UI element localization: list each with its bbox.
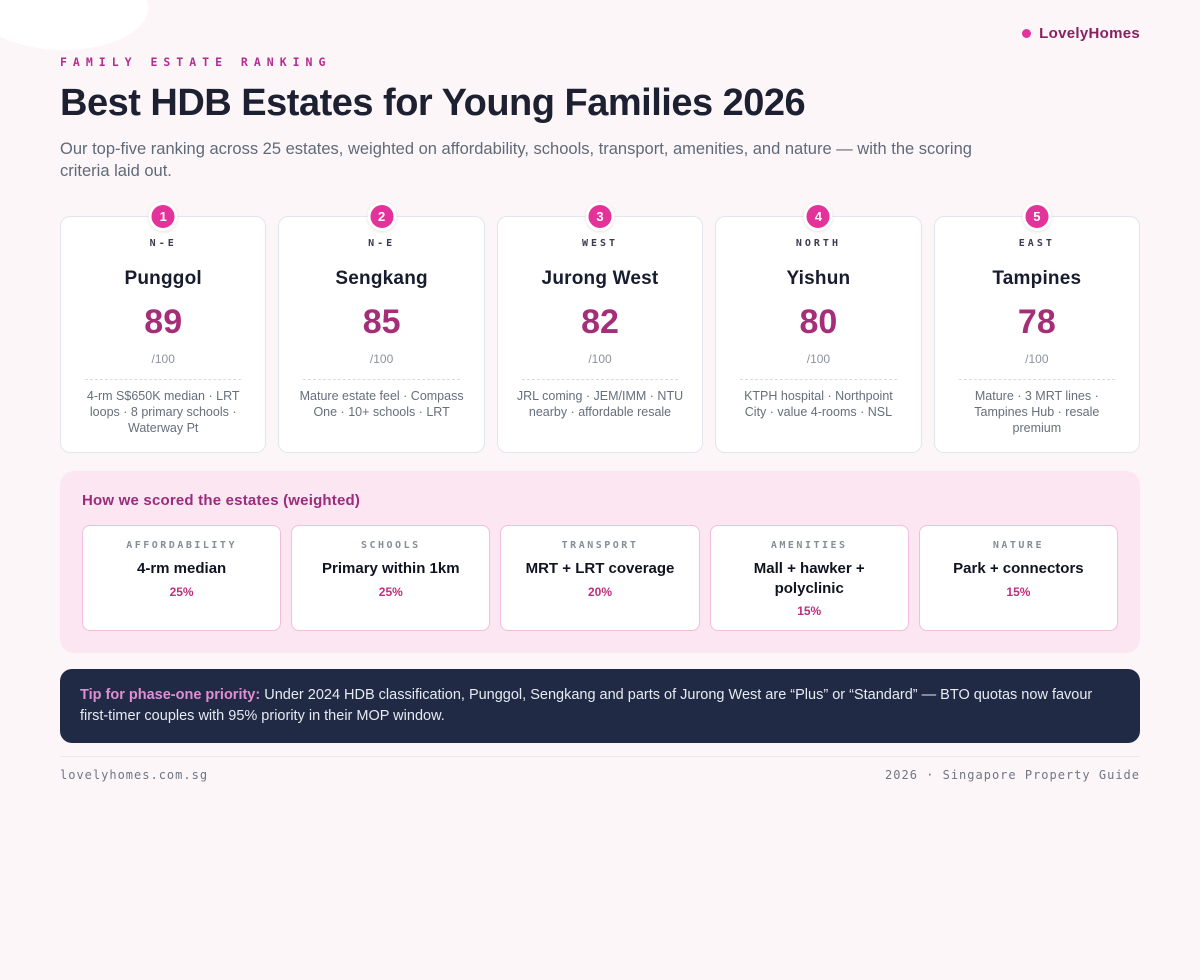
criterion-label: NATURE [992,540,1044,552]
rank-badge: 4 [804,202,833,231]
criterion-weight: 25% [378,584,403,599]
criterion-title: Primary within 1km [322,560,460,578]
criterion-title: Park + connectors [953,560,1084,578]
criterion-card-transport [500,525,699,631]
estate-card-sengkang [278,209,484,453]
criterion-card-nature [919,525,1118,631]
criterion-title: MRT + LRT coverage [525,560,675,578]
estate-score: 78 [1017,303,1056,342]
page-title: Best HDB Estates for Young Families 2026 [60,82,806,124]
rank-badge: 2 [367,202,396,231]
estate-summary: JRL coming · JEM/IMM · NTU nearby · affordable resale [516,389,684,419]
criterion-title: 4-rm median [137,560,227,578]
estate-region: WEST [581,238,619,250]
footer-guide-label: 2026 · Singapore Property Guide [885,768,1140,783]
estate-name: Sengkang [335,268,428,290]
page-subtitle: Our top-five ranking across 25 estates, weighted on affordability, schools, transport, amenities, and nature — with the scoring criteria laid out. [60,139,972,181]
dashed-divider [959,379,1115,380]
dashed-divider [740,379,896,380]
estate-summary: Mature · 3 MRT lines · Tampines Hub · resale premium [974,389,1100,435]
estate-score-denominator: /100 [1025,352,1049,367]
estate-summary: Mature estate feel · Compass One · 10+ schools · LRT [299,389,464,419]
criterion-weight: 25% [169,584,194,599]
estate-score: 80 [799,303,838,342]
tip-banner [60,669,1140,743]
estate-region: N-E [368,238,396,250]
estate-score: 85 [362,303,401,342]
rank-badge: 1 [149,202,178,231]
criterion-card-schools [291,525,490,631]
footer [60,756,1140,782]
estate-card-yishun [715,209,921,453]
estate-region: NORTH [795,238,841,250]
estate-score-denominator: /100 [151,352,175,367]
criterion-title: Mall + hawker + polyclinic [753,560,865,597]
dashed-divider [85,379,241,380]
estate-card-punggol [60,209,266,453]
brand-name: LovelyHomes [1039,25,1140,42]
dashed-divider [303,379,459,380]
criterion-label: TRANSPORT [561,540,639,552]
criterion-label: AFFORDABILITY [126,540,237,552]
brand-dot-icon [1022,29,1031,38]
brand-logo [1022,25,1140,42]
footer-site-url: lovelyhomes.com.sg [60,768,209,783]
estate-name: Tampines [992,268,1082,290]
estate-score: 82 [581,303,619,342]
estate-name: Yishun [786,268,851,290]
estate-name: Punggol [124,268,202,290]
scoring-panel [60,471,1140,653]
estate-score-denominator: /100 [369,352,394,367]
estate-region: EAST [1018,238,1055,250]
estate-summary: 4-rm S$650K median · LRT loops · 8 primary schools · Waterway Pt [86,389,240,435]
header [60,0,1140,42]
estate-score-denominator: /100 [588,352,612,367]
rank-badge: 5 [1022,202,1051,231]
estate-score: 89 [144,303,183,342]
estate-card-jurong-west [497,209,703,453]
estate-name: Jurong West [541,268,659,290]
criterion-label: SCHOOLS [360,540,421,552]
scoring-heading: How we scored the estates (weighted) [82,492,361,510]
estate-ranking-row [60,209,1140,453]
estate-score-denominator: /100 [806,352,831,367]
criterion-weight: 15% [1006,584,1031,599]
estate-region: N-E [149,238,177,250]
dashed-divider [522,379,678,380]
rank-badge: 3 [586,202,615,231]
criterion-label: AMENITIES [770,540,848,552]
page-container [60,0,1140,782]
estate-card-tampines [934,209,1140,453]
criterion-card-amenities [710,525,909,631]
criteria-row [82,525,1118,631]
estate-summary: KTPH hospital · Northpoint City · value 4-rooms · NSL [744,389,893,419]
tip-lead: Tip for phase-one priority: [80,687,261,704]
eyebrow-label: FAMILY ESTATE RANKING [60,55,332,69]
criterion-weight: 15% [797,604,822,619]
tip-body: Under 2024 HDB classification, Punggol, Sengkang and parts of Jurong West are “Plus” or “Standard” — BTO quotas now favour first-timer couples with 95% priority in their MOP window. [80,687,1093,725]
criterion-weight: 20% [587,584,613,599]
criterion-card-affordability [82,525,281,631]
